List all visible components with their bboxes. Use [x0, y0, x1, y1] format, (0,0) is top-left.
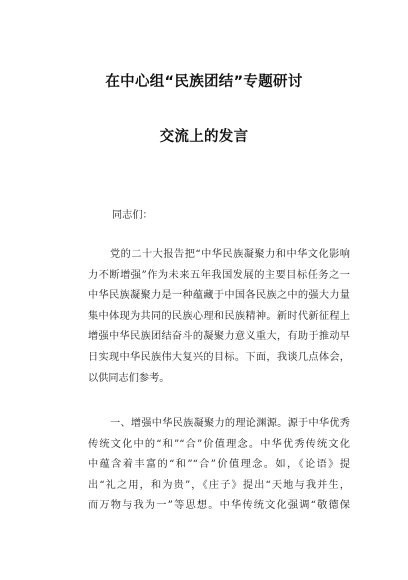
paragraph-line: 出“礼之用，和为贵”，《庄子》提出“天地与我并生， — [88, 479, 350, 491]
paragraph-line: 集中体现为共同的民族心理和民族精神。新时代新征程上 — [88, 310, 350, 322]
paragraph-line: 力不断增强”作为未来五年我国发展的主要目标任务之一 — [88, 269, 350, 281]
paragraph-line: 中华民族凝聚力是一种蕴藏于中国各民族之中的强大力量 — [88, 290, 350, 302]
paragraph-line: 一、增强中华民族凝聚力的理论渊源。源于中华优秀 — [110, 418, 350, 429]
paragraph-line: 而万物与我为一”等思想。中华传统文化强调“敬德保 — [88, 500, 350, 512]
document-title-line-2: 交流上的发言 — [159, 129, 249, 145]
salutation: 同志们： — [112, 210, 153, 221]
paragraph-line: 传统文化中的“和”“合”价值理念。中华优秀传统文化 — [88, 438, 350, 450]
document-title-line-1: 在中心组“民族团结”专题研讨 — [105, 74, 303, 90]
paragraph-line: 党的二十大报告把“中华民族凝聚力和中华文化影响 — [110, 249, 350, 260]
paragraph-2 — [88, 414, 350, 517]
paragraph-1 — [88, 245, 350, 389]
paragraph-line: 日实现中华民族伟大复兴的目标。下面，我谈几点体会， — [88, 351, 350, 363]
paragraph-line: 以供同志们参考。 — [88, 372, 170, 384]
paragraph-line: 中蕴含着丰富的“和”“合”价值理念。如，《论语》提 — [88, 459, 350, 471]
paragraph-line: 增强中华民族团结奋斗的凝聚力意义重大，有助于推动早 — [88, 331, 350, 343]
